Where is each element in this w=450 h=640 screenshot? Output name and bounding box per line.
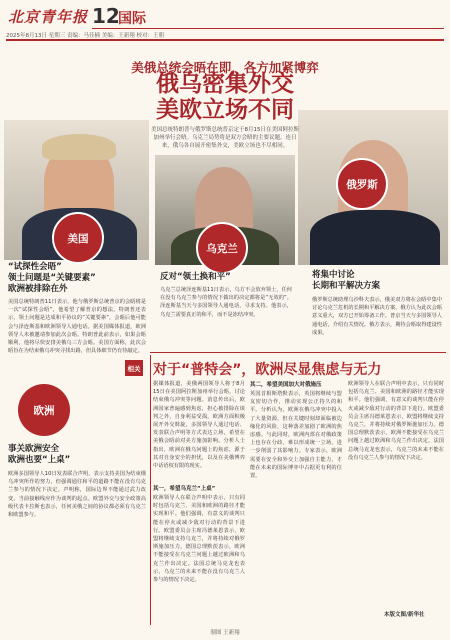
headline-line-2: 美欧立场不同 [156,96,294,123]
photo-credit: 本版文图/新华社 [384,612,425,618]
portrait-suit [310,210,440,265]
story-deck: 美国总统特朗普与俄罗斯总统普京定于8月15日在美国阿拉斯加州举行会晤。乌克兰局势将是双方会晤的主要议题。连日来，俄乌各自展开密集外交，美欧立场也不尽相同。 [151,127,299,149]
ukraine-subhead: 反对“领土换和平” [160,272,231,282]
usa-subhead-2: 领土问题是“关键要素” [8,273,96,283]
analysis-subhead-1: 其一，希望乌克兰“上桌” [153,486,216,492]
related-badge: 相关 [125,360,143,376]
russia-subhead [312,270,442,292]
europe-subhead [8,444,148,466]
tag-europe: 欧洲 [18,384,70,436]
ukraine-body: 乌克兰总统泽连斯基11日表示，乌方不会放弃领土，任何在没有乌克兰参与的情况下做出的决定都将是“无效的”。泽连斯基当天与多国领导人通电话，寻求支持。他表示，乌克兰需要真正的和平，而不是冻结冲突。 [160,287,292,318]
masthead-rule [92,28,444,29]
section-name: 国际 [118,11,146,27]
newspaper-logo: 北京青年报 [8,8,89,26]
tag-ukraine: 乌克兰 [196,222,248,274]
europe-body: 欧洲多国领导人10日发表联合声明，表示支持美国为结束俄乌冲突所作的努力，但强调通往和平的道路不能在没有乌克兰参与的情况下决定。声明称，国际边界不能通过武力改变，当前接触线应作为谈判的起点。欧盟外交与安全政策高级代表卡拉斯也表示，任何美俄之间的协议都必须有乌克兰和欧盟参与。 [8,471,146,519]
analysis-body-left: 据媒体报道，美俄两国领导人将于8月15日在美国阿拉斯加州举行会晤，讨论结束俄乌冲突等问题。消息传出后，欧洲国家普遍感到焦虑，担心被排除在谈判之外，自身利益受损。欧洲方面积极展开外交斡旋，多国领导人通过电话、发表联合声明等方式表达立场，希望在美俄会晤前对美方施加影响。分析人士指出，欧洲在俄乌问题上的焦虑，源于其对自身安全的担忧，以及在美俄博弈中话语权有限的现实。 [153,381,245,470]
headline-line-1: 俄乌密集外交 [156,70,294,97]
section-divider [150,352,446,353]
dateline: 2025年8月13日 星期三 责编：马佳楠 美编：王新翔 校对：王朝 [6,33,164,39]
column-divider [150,355,151,625]
page-number: 12 [92,4,120,28]
usa-subhead-1: “试探性会晤” [8,262,62,272]
masthead [6,4,444,32]
russia-subhead-1: 将集中讨论 [312,270,355,280]
tag-usa: 美国 [52,212,104,264]
story-kicker: 美俄总统会晤在即，各方加紧博弈 [131,60,319,75]
analysis-body-right: 英国首相斯塔默表示，英国将继续与盟友密切合作，推动实现公正持久的和平。分析认为，欧洲在俄乌冲突中投入了大量资源，但在关键时刻却面临被边缘化的风险，这种落差加剧了欧洲的焦虑感。与此同时，欧洲内部在对俄政策上也存在分歧，难以形成统一立场，进一步削弱了其影响力。专家表示，欧洲需要在安全和外交上加强自主能力，才能在未来的国际博弈中占据更有利的位置。 [250,391,342,480]
usa-body: 美国总统特朗普11日表示，他与俄罗斯总统普京的会晤将是一次“试探性会晤”，他希望了解普京的想法。特朗普还表示，领土问题是达成和平协议的“关键要素”，会晤后他可能会与泽连斯基和欧洲领导人通电话。据美国媒体报道，欧洲领导人未被邀请参加此次会晤。特朗普此前表示，如果会晤顺利，他将尽快安排美俄乌三方会晤。美国方面称，此次会晤旨在为结束俄乌冲突寻找出路，但具体细节仍有待敲定。 [8,299,146,355]
europe-subhead-1: 事关欧洲安全 [8,444,60,454]
analysis-body-continued: 欧洲领导人在联合声明中表示，只有同时包括乌克兰、美国和欧洲的路径才能实现和平。他们强调，有意义的谈判只能在停火或减少敌对行动的背景下进行。欧盟委员会主席冯德莱恩表示，欧盟将继续支持乌克兰，并将持续对俄罗斯施加压力。德国总理默茨表示，欧洲不能接受在乌克兰问题上越过欧洲和乌克兰作出决定。法国总统马克龙也表示，乌克兰的未来不能在没有乌克兰人参与的情况下决定。 [348,381,444,461]
usa-subhead-3: 欧洲被排除在外 [8,284,68,294]
russia-body: 俄罗斯总统助理乌沙科夫表示，俄美双方将在会晤中集中讨论乌克兰危机的长期和平解决方案。俄方认为此次会晤意义重大，双方已开始筹备工作。普京当天与多国领导人通电话，介绍有关情况。俄方表示，期待会晤取得建设性成果。 [312,297,442,336]
usa-subhead [8,262,148,295]
analysis-subhead-2: 其二，希望美国加大对俄施压 [250,382,322,388]
portrait-hair [42,134,116,160]
europe-subhead-2: 欧洲也要“上桌” [8,455,71,465]
page-footer: 制图 王新翔 [210,630,240,636]
analysis-headline: 对于“普特会”，欧洲尽显焦虑与无力 [153,362,382,378]
header-divider [6,39,444,41]
russia-subhead-2: 长期和平解决方案 [312,281,381,291]
tag-russia: 俄罗斯 [336,158,388,210]
analysis-body-mid: 欧洲领导人在联合声明中表示，只有同时包括乌克兰、美国和欧洲的路径才能实现和平。他们强调，有意义的谈判只能在停火或减少敌对行动的背景下进行。欧盟委员会主席冯德莱恩表示，欧盟将继续支持乌克兰，并将持续对俄罗斯施加压力。德国总理默茨表示，欧洲不能接受在乌克兰问题上越过欧洲和乌克兰作出决定。法国总统马克龙也表示，乌克兰的未来不能在没有乌克兰人参与的情况下决定。 [153,495,245,584]
